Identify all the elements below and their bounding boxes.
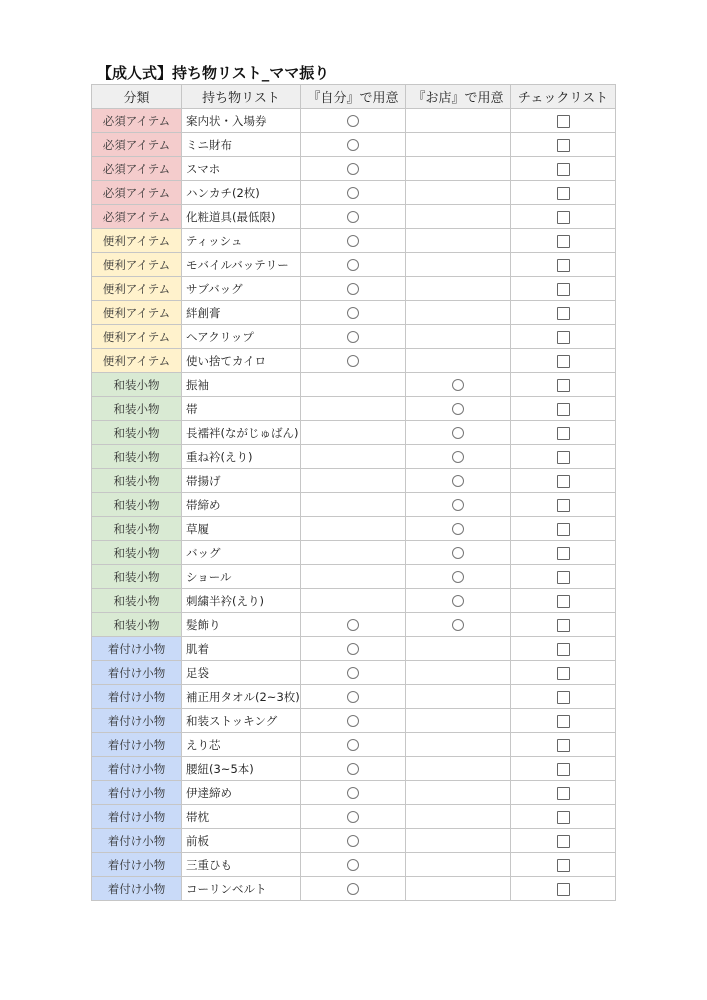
checklist-cell bbox=[511, 589, 616, 613]
checkbox-icon[interactable] bbox=[557, 571, 570, 584]
self-prepared-cell bbox=[301, 685, 406, 709]
shop-prepared-cell bbox=[406, 493, 511, 517]
circle-mark-icon bbox=[347, 115, 359, 127]
shop-prepared-cell bbox=[406, 613, 511, 637]
checkbox-icon[interactable] bbox=[557, 547, 570, 560]
self-prepared-cell bbox=[301, 229, 406, 253]
self-prepared-cell bbox=[301, 205, 406, 229]
table-row bbox=[92, 781, 616, 805]
category-cell: 必須アイテム bbox=[92, 133, 182, 157]
checklist-cell bbox=[511, 157, 616, 181]
item-name-cell: 帯 bbox=[182, 397, 301, 421]
self-prepared-cell bbox=[301, 109, 406, 133]
table-row bbox=[92, 733, 616, 757]
item-name-cell: えり芯 bbox=[182, 733, 301, 757]
shop-prepared-cell bbox=[406, 805, 511, 829]
item-name-cell: 帯枕 bbox=[182, 805, 301, 829]
table-row bbox=[92, 853, 616, 877]
shop-prepared-cell bbox=[406, 709, 511, 733]
item-name-cell: 帯揚げ bbox=[182, 469, 301, 493]
table-row bbox=[92, 133, 616, 157]
table-header-row bbox=[92, 85, 616, 109]
shop-prepared-cell bbox=[406, 589, 511, 613]
checklist-cell bbox=[511, 877, 616, 901]
category-cell: 着付け小物 bbox=[92, 709, 182, 733]
circle-mark-icon bbox=[452, 571, 464, 583]
table-row bbox=[92, 637, 616, 661]
circle-mark-icon bbox=[347, 259, 359, 271]
checklist-cell bbox=[511, 421, 616, 445]
checklist-cell bbox=[511, 229, 616, 253]
category-cell: 着付け小物 bbox=[92, 805, 182, 829]
category-cell: 和装小物 bbox=[92, 421, 182, 445]
header-shop-prepared: 『お店』で用意 bbox=[406, 85, 511, 109]
item-name-cell: ヘアクリップ bbox=[182, 325, 301, 349]
circle-mark-icon bbox=[452, 547, 464, 559]
checkbox-icon[interactable] bbox=[557, 283, 570, 296]
self-prepared-cell bbox=[301, 757, 406, 781]
table-row bbox=[92, 469, 616, 493]
table-row bbox=[92, 373, 616, 397]
self-prepared-cell bbox=[301, 421, 406, 445]
circle-mark-icon bbox=[347, 667, 359, 679]
category-cell: 便利アイテム bbox=[92, 301, 182, 325]
checkbox-icon[interactable] bbox=[557, 139, 570, 152]
category-cell: 便利アイテム bbox=[92, 277, 182, 301]
circle-mark-icon bbox=[347, 307, 359, 319]
item-name-cell: 髪飾り bbox=[182, 613, 301, 637]
checklist-cell bbox=[511, 517, 616, 541]
shop-prepared-cell bbox=[406, 685, 511, 709]
self-prepared-cell bbox=[301, 349, 406, 373]
category-cell: 便利アイテム bbox=[92, 325, 182, 349]
table-row bbox=[92, 205, 616, 229]
checklist-cell bbox=[511, 325, 616, 349]
self-prepared-cell bbox=[301, 397, 406, 421]
self-prepared-cell bbox=[301, 133, 406, 157]
item-name-cell: 伊達締め bbox=[182, 781, 301, 805]
checklist-cell bbox=[511, 253, 616, 277]
item-name-cell: 刺繍半衿(えり) bbox=[182, 589, 301, 613]
category-cell: 着付け小物 bbox=[92, 829, 182, 853]
checklist-cell bbox=[511, 301, 616, 325]
item-name-cell: バッグ bbox=[182, 541, 301, 565]
circle-mark-icon bbox=[347, 691, 359, 703]
circle-mark-icon bbox=[452, 523, 464, 535]
item-name-cell: 帯締め bbox=[182, 493, 301, 517]
checkbox-icon[interactable] bbox=[557, 331, 570, 344]
item-name-cell: 腰紐(3~5本) bbox=[182, 757, 301, 781]
table-row bbox=[92, 565, 616, 589]
circle-mark-icon bbox=[452, 499, 464, 511]
checklist-table bbox=[91, 84, 616, 901]
item-name-cell: ショール bbox=[182, 565, 301, 589]
shop-prepared-cell bbox=[406, 541, 511, 565]
shop-prepared-cell bbox=[406, 229, 511, 253]
self-prepared-cell bbox=[301, 853, 406, 877]
category-cell: 必須アイテム bbox=[92, 157, 182, 181]
table-row bbox=[92, 685, 616, 709]
shop-prepared-cell bbox=[406, 877, 511, 901]
item-name-cell: 使い捨てカイロ bbox=[182, 349, 301, 373]
category-cell: 着付け小物 bbox=[92, 853, 182, 877]
table-row bbox=[92, 181, 616, 205]
checklist-cell bbox=[511, 637, 616, 661]
circle-mark-icon bbox=[452, 403, 464, 415]
circle-mark-icon bbox=[347, 139, 359, 151]
item-name-cell: ミニ財布 bbox=[182, 133, 301, 157]
circle-mark-icon bbox=[347, 355, 359, 367]
self-prepared-cell bbox=[301, 589, 406, 613]
checklist-cell bbox=[511, 181, 616, 205]
checklist-cell bbox=[511, 541, 616, 565]
checklist-cell bbox=[511, 469, 616, 493]
checkbox-icon[interactable] bbox=[557, 691, 570, 704]
self-prepared-cell bbox=[301, 733, 406, 757]
self-prepared-cell bbox=[301, 637, 406, 661]
item-name-cell: 肌着 bbox=[182, 637, 301, 661]
checklist-cell bbox=[511, 757, 616, 781]
table-row bbox=[92, 301, 616, 325]
checklist-cell bbox=[511, 613, 616, 637]
table-row bbox=[92, 517, 616, 541]
category-cell: 便利アイテム bbox=[92, 253, 182, 277]
self-prepared-cell bbox=[301, 157, 406, 181]
checklist-cell bbox=[511, 205, 616, 229]
category-cell: 着付け小物 bbox=[92, 757, 182, 781]
checklist-cell bbox=[511, 829, 616, 853]
self-prepared-cell bbox=[301, 541, 406, 565]
checkbox-icon[interactable] bbox=[557, 259, 570, 272]
circle-mark-icon bbox=[347, 163, 359, 175]
item-name-cell: 重ね衿(えり) bbox=[182, 445, 301, 469]
item-name-cell: 長襦袢(ながじゅばん) bbox=[182, 421, 301, 445]
checkbox-icon[interactable] bbox=[557, 211, 570, 224]
shop-prepared-cell bbox=[406, 469, 511, 493]
table-row bbox=[92, 493, 616, 517]
checkbox-icon[interactable] bbox=[557, 451, 570, 464]
checkbox-icon[interactable] bbox=[557, 715, 570, 728]
circle-mark-icon bbox=[347, 211, 359, 223]
shop-prepared-cell bbox=[406, 829, 511, 853]
circle-mark-icon bbox=[452, 595, 464, 607]
checklist-cell bbox=[511, 133, 616, 157]
circle-mark-icon bbox=[347, 763, 359, 775]
table-row bbox=[92, 157, 616, 181]
circle-mark-icon bbox=[452, 451, 464, 463]
shop-prepared-cell bbox=[406, 373, 511, 397]
table-row bbox=[92, 877, 616, 901]
checkbox-icon[interactable] bbox=[557, 499, 570, 512]
checkbox-icon[interactable] bbox=[557, 883, 570, 896]
circle-mark-icon bbox=[452, 379, 464, 391]
table-row bbox=[92, 325, 616, 349]
checklist-cell bbox=[511, 277, 616, 301]
item-name-cell: スマホ bbox=[182, 157, 301, 181]
header-category: 分類 bbox=[92, 85, 182, 109]
table-row bbox=[92, 229, 616, 253]
self-prepared-cell bbox=[301, 325, 406, 349]
category-cell: 和装小物 bbox=[92, 469, 182, 493]
category-cell: 必須アイテム bbox=[92, 109, 182, 133]
shop-prepared-cell bbox=[406, 109, 511, 133]
shop-prepared-cell bbox=[406, 181, 511, 205]
checkbox-icon[interactable] bbox=[557, 667, 570, 680]
checkbox-icon[interactable] bbox=[557, 643, 570, 656]
self-prepared-cell bbox=[301, 829, 406, 853]
checkbox-icon[interactable] bbox=[557, 739, 570, 752]
category-cell: 着付け小物 bbox=[92, 781, 182, 805]
item-name-cell: 前板 bbox=[182, 829, 301, 853]
self-prepared-cell bbox=[301, 277, 406, 301]
self-prepared-cell bbox=[301, 877, 406, 901]
category-cell: 着付け小物 bbox=[92, 637, 182, 661]
self-prepared-cell bbox=[301, 661, 406, 685]
item-name-cell: 草履 bbox=[182, 517, 301, 541]
page-title: 【成人式】持ち物リスト_ママ振り bbox=[97, 64, 330, 82]
table-row bbox=[92, 109, 616, 133]
table-row bbox=[92, 349, 616, 373]
item-name-cell: サブバッグ bbox=[182, 277, 301, 301]
self-prepared-cell bbox=[301, 445, 406, 469]
checkbox-icon[interactable] bbox=[557, 427, 570, 440]
checkbox-icon[interactable] bbox=[557, 187, 570, 200]
category-cell: 着付け小物 bbox=[92, 877, 182, 901]
header-checklist: チェックリスト bbox=[511, 85, 616, 109]
shop-prepared-cell bbox=[406, 205, 511, 229]
circle-mark-icon bbox=[452, 619, 464, 631]
shop-prepared-cell bbox=[406, 277, 511, 301]
checklist-cell bbox=[511, 493, 616, 517]
checkbox-icon[interactable] bbox=[557, 763, 570, 776]
table-row bbox=[92, 661, 616, 685]
shop-prepared-cell bbox=[406, 421, 511, 445]
category-cell: 和装小物 bbox=[92, 541, 182, 565]
circle-mark-icon bbox=[347, 883, 359, 895]
table-row bbox=[92, 277, 616, 301]
checkbox-icon[interactable] bbox=[557, 619, 570, 632]
table-row bbox=[92, 421, 616, 445]
checklist-cell bbox=[511, 781, 616, 805]
checkbox-icon[interactable] bbox=[557, 595, 570, 608]
checkbox-icon[interactable] bbox=[557, 115, 570, 128]
item-name-cell: 足袋 bbox=[182, 661, 301, 685]
table-row bbox=[92, 541, 616, 565]
self-prepared-cell bbox=[301, 805, 406, 829]
self-prepared-cell bbox=[301, 709, 406, 733]
checklist-cell bbox=[511, 445, 616, 469]
shop-prepared-cell bbox=[406, 133, 511, 157]
checklist-cell bbox=[511, 805, 616, 829]
self-prepared-cell bbox=[301, 517, 406, 541]
item-name-cell: モバイルバッテリー bbox=[182, 253, 301, 277]
checkbox-icon[interactable] bbox=[557, 307, 570, 320]
circle-mark-icon bbox=[347, 811, 359, 823]
category-cell: 和装小物 bbox=[92, 613, 182, 637]
checkbox-icon[interactable] bbox=[557, 163, 570, 176]
circle-mark-icon bbox=[347, 643, 359, 655]
item-name-cell: 絆創膏 bbox=[182, 301, 301, 325]
item-name-cell: 和装ストッキング bbox=[182, 709, 301, 733]
circle-mark-icon bbox=[452, 475, 464, 487]
item-name-cell: ティッシュ bbox=[182, 229, 301, 253]
checklist-cell bbox=[511, 109, 616, 133]
shop-prepared-cell bbox=[406, 781, 511, 805]
circle-mark-icon bbox=[347, 235, 359, 247]
self-prepared-cell bbox=[301, 469, 406, 493]
checklist-cell bbox=[511, 709, 616, 733]
category-cell: 便利アイテム bbox=[92, 349, 182, 373]
category-cell: 着付け小物 bbox=[92, 685, 182, 709]
table-row bbox=[92, 253, 616, 277]
checkbox-icon[interactable] bbox=[557, 787, 570, 800]
item-name-cell: 三重ひも bbox=[182, 853, 301, 877]
circle-mark-icon bbox=[452, 427, 464, 439]
category-cell: 必須アイテム bbox=[92, 205, 182, 229]
circle-mark-icon bbox=[347, 715, 359, 727]
category-cell: 便利アイテム bbox=[92, 229, 182, 253]
table-row bbox=[92, 613, 616, 637]
checklist-cell bbox=[511, 565, 616, 589]
self-prepared-cell bbox=[301, 373, 406, 397]
category-cell: 和装小物 bbox=[92, 397, 182, 421]
checklist-cell bbox=[511, 373, 616, 397]
shop-prepared-cell bbox=[406, 637, 511, 661]
self-prepared-cell bbox=[301, 781, 406, 805]
checkbox-icon[interactable] bbox=[557, 523, 570, 536]
category-cell: 和装小物 bbox=[92, 565, 182, 589]
checklist-cell bbox=[511, 661, 616, 685]
circle-mark-icon bbox=[347, 283, 359, 295]
shop-prepared-cell bbox=[406, 325, 511, 349]
header-item: 持ち物リスト bbox=[182, 85, 301, 109]
shop-prepared-cell bbox=[406, 853, 511, 877]
circle-mark-icon bbox=[347, 835, 359, 847]
shop-prepared-cell bbox=[406, 757, 511, 781]
shop-prepared-cell bbox=[406, 301, 511, 325]
category-cell: 和装小物 bbox=[92, 373, 182, 397]
checklist-cell bbox=[511, 853, 616, 877]
checkbox-icon[interactable] bbox=[557, 811, 570, 824]
checkbox-icon[interactable] bbox=[557, 859, 570, 872]
shop-prepared-cell bbox=[406, 733, 511, 757]
self-prepared-cell bbox=[301, 613, 406, 637]
item-name-cell: 補正用タオル(2~3枚) bbox=[182, 685, 301, 709]
checklist-cell bbox=[511, 733, 616, 757]
checkbox-icon[interactable] bbox=[557, 475, 570, 488]
circle-mark-icon bbox=[347, 187, 359, 199]
circle-mark-icon bbox=[347, 859, 359, 871]
circle-mark-icon bbox=[347, 331, 359, 343]
category-cell: 着付け小物 bbox=[92, 733, 182, 757]
shop-prepared-cell bbox=[406, 445, 511, 469]
table-row bbox=[92, 829, 616, 853]
checkbox-icon[interactable] bbox=[557, 403, 570, 416]
checklist-cell bbox=[511, 685, 616, 709]
table-row bbox=[92, 589, 616, 613]
table-row bbox=[92, 805, 616, 829]
self-prepared-cell bbox=[301, 181, 406, 205]
shop-prepared-cell bbox=[406, 157, 511, 181]
shop-prepared-cell bbox=[406, 253, 511, 277]
checkbox-icon[interactable] bbox=[557, 835, 570, 848]
category-cell: 和装小物 bbox=[92, 445, 182, 469]
circle-mark-icon bbox=[347, 787, 359, 799]
circle-mark-icon bbox=[347, 739, 359, 751]
header-self-prepared: 『自分』で用意 bbox=[301, 85, 406, 109]
shop-prepared-cell bbox=[406, 565, 511, 589]
item-name-cell: 案内状・入場券 bbox=[182, 109, 301, 133]
checklist-cell bbox=[511, 349, 616, 373]
item-name-cell: 化粧道具(最低限) bbox=[182, 205, 301, 229]
self-prepared-cell bbox=[301, 301, 406, 325]
table-row bbox=[92, 397, 616, 421]
shop-prepared-cell bbox=[406, 517, 511, 541]
self-prepared-cell bbox=[301, 493, 406, 517]
item-name-cell: コーリンベルト bbox=[182, 877, 301, 901]
item-name-cell: ハンカチ(2枚) bbox=[182, 181, 301, 205]
category-cell: 和装小物 bbox=[92, 517, 182, 541]
category-cell: 和装小物 bbox=[92, 589, 182, 613]
table-row bbox=[92, 709, 616, 733]
category-cell: 和装小物 bbox=[92, 493, 182, 517]
category-cell: 着付け小物 bbox=[92, 661, 182, 685]
item-name-cell: 振袖 bbox=[182, 373, 301, 397]
checklist-cell bbox=[511, 397, 616, 421]
shop-prepared-cell bbox=[406, 661, 511, 685]
self-prepared-cell bbox=[301, 565, 406, 589]
checkbox-icon[interactable] bbox=[557, 235, 570, 248]
table-row bbox=[92, 445, 616, 469]
checkbox-icon[interactable] bbox=[557, 379, 570, 392]
shop-prepared-cell bbox=[406, 397, 511, 421]
checkbox-icon[interactable] bbox=[557, 355, 570, 368]
category-cell: 必須アイテム bbox=[92, 181, 182, 205]
circle-mark-icon bbox=[347, 619, 359, 631]
shop-prepared-cell bbox=[406, 349, 511, 373]
self-prepared-cell bbox=[301, 253, 406, 277]
table-row bbox=[92, 757, 616, 781]
